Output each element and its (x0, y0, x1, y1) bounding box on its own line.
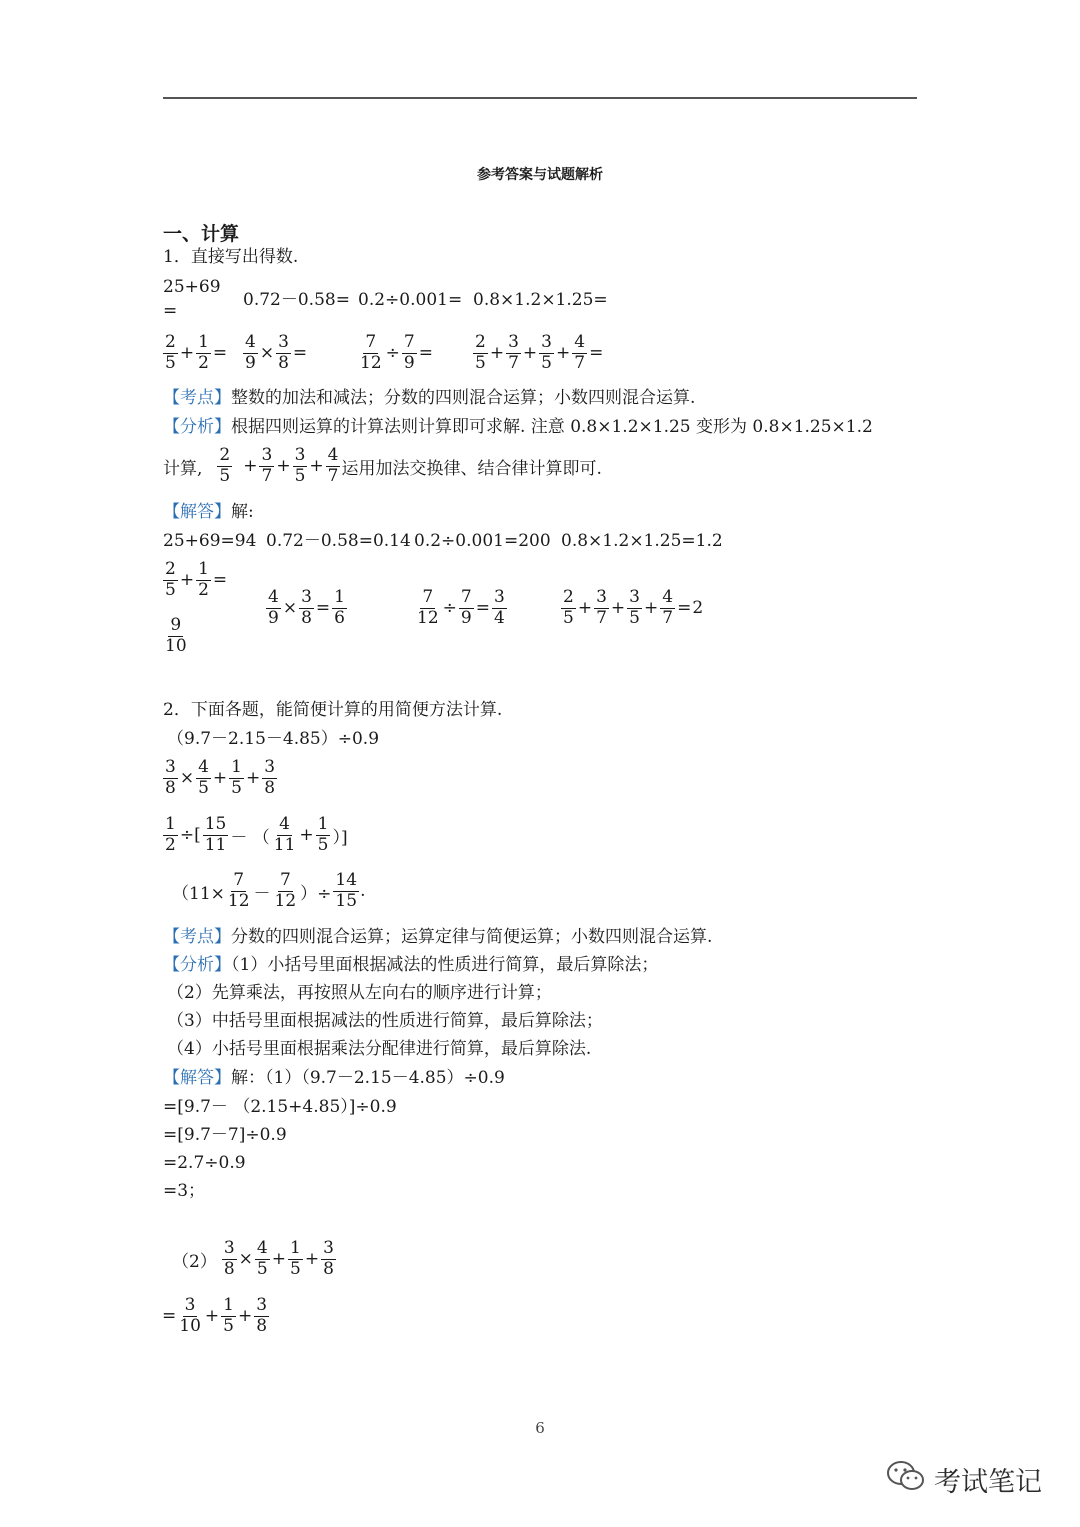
q1-answer-2: 0.72－0.58=0.14 (266, 531, 411, 551)
watermark-text: 考试笔记 (934, 1467, 1042, 1498)
q1-prompt: 1．直接写出得数. (163, 247, 299, 267)
q2-part2-expr: （2） $\frac{3}{8}$ × $\frac{4}{5}$ + $\frac{1}{5}$ + $\frac{3}{8}$ (172, 1238, 334, 1279)
q1-expr-3: 0.2÷0.001= (358, 290, 463, 310)
q2-kaodian: 【考点】分数的四则混合运算；运算定律与简便运算；小数四则混合运算. (163, 927, 713, 947)
kaodian-tag: 【考点】 (163, 388, 231, 408)
page-title: 参考答案与试题解析 (477, 167, 603, 183)
kaodian-tag: 【考点】 (163, 927, 231, 947)
q1-answer-3: 0.2÷0.001=200 (414, 531, 551, 551)
q2-fenxi-line2: （2）先算乘法，再按照从左向右的顺序进行计算； (167, 983, 552, 1003)
q2-expr-2: $\frac{3}{8}$ × $\frac{4}{5}$ + $\frac{1}{5}$ + $\frac{3}{8}$ (165, 757, 276, 798)
q2-expr-4: （11× $\frac{7}{12}$ － $\frac{7}{12}$ ）÷ $\frac{14}{15}$ . (172, 870, 366, 911)
q1-fenxi-line1: 【分析】根据四则运算的计算法则计算即可求解. 注意 0.8×1.2×1.25 变形为 0.8×1.25×1.2 (163, 417, 873, 437)
q1-frac-expr-4: $\frac{2}{5}$ + $\frac{3}{7}$ + $\frac{3}{5}$ + $\frac{4}{7}$ = (475, 332, 604, 373)
q1-ans-frac-4: $\frac{2}{5}$ + $\frac{3}{7}$ + $\frac{3}{5}$ + $\frac{4}{7}$ = 2 (563, 587, 704, 628)
q1-ans-frac-1: $\frac{2}{5}$ + $\frac{1}{2}$ = (165, 559, 228, 600)
q1-answer-1: 25+69=94 (163, 531, 257, 551)
q2-fenxi-line1: 【分析】（1）小括号里面根据减法的性质进行简算，最后算除法； (163, 955, 659, 975)
q1-ans-frac-1-result: $\frac{9}{10}$ (165, 615, 187, 656)
section-heading: 一、计算 (163, 223, 240, 245)
q1-frac-expr-3: $\frac{7}{12}$ ÷ $\frac{7}{9}$ = (360, 332, 433, 373)
q2-expr-3: $\frac{1}{2}$ ÷[ $\frac{15}{11}$ － （ $\frac{4}{11}$ + $\frac{1}{5}$ ）] (165, 814, 348, 855)
q2-prompt: 2．下面各题，能简便计算的用简便方法计算. (163, 700, 503, 720)
q1-jieda: 【解答】解: (163, 502, 254, 522)
q1-expr-1b: = (163, 301, 178, 321)
q1-kaodian: 【考点】整数的加法和减法；分数的四则混合运算；小数四则混合运算. (163, 388, 696, 408)
q2-expr-1: （9.7－2.15－4.85）÷0.9 (167, 729, 380, 749)
jieda-tag: 【解答】 (163, 1068, 231, 1088)
q1-ans-frac-3: $\frac{7}{12}$ ÷ $\frac{7}{9}$ = $\frac{3}{4}$ (417, 587, 505, 628)
fenxi-tag: 【分析】 (163, 417, 231, 437)
q2-step-4: =3； (163, 1181, 206, 1201)
q1-frac-expr-1: $\frac{2}{5}$ + $\frac{1}{2}$ = (165, 332, 228, 373)
fenxi-tag: 【分析】 (163, 955, 231, 975)
q1-fenxi-line2: 计算, $\frac{2}{5}$ + $\frac{3}{7}$ + $\frac{3}{5}$ + $\frac{4}{7}$ 运用加法交换律、结合律计算即可. (163, 445, 602, 486)
page-number: 6 (535, 1419, 545, 1437)
q1-answer-4: 0.8×1.2×1.25=1.2 (561, 531, 723, 551)
q1-expr-2: 0.72－0.58= (243, 290, 350, 310)
q2-step-3: =2.7÷0.9 (163, 1153, 246, 1173)
q2-step-1: =[9.7－ （2.15+4.85）]÷0.9 (163, 1097, 397, 1117)
q1-ans-frac-2: $\frac{4}{9}$ × $\frac{3}{8}$ = $\frac{1}{6}$ (268, 587, 345, 628)
q1-frac-expr-2: $\frac{4}{9}$ × $\frac{3}{8}$ = (245, 332, 308, 373)
header-rule (163, 97, 917, 99)
q1-expr-4: 0.8×1.2×1.25= (473, 290, 608, 310)
watermark (886, 1459, 1042, 1500)
q2-step-2: =[9.7－7]÷0.9 (163, 1125, 287, 1145)
jieda-tag: 【解答】 (163, 502, 231, 522)
q2-fenxi-line3: （3）中括号里面根据减法的性质进行简算，最后算除法； (167, 1011, 603, 1031)
wechat-icon (886, 1459, 926, 1500)
q2-fenxi-line4: （4）小括号里面根据乘法分配律进行简算，最后算除法. (167, 1039, 592, 1059)
q2-part2-step: = $\frac{3}{10}$ + $\frac{1}{5}$ + $\frac{3}{8}$ (162, 1295, 268, 1336)
q2-jieda: 【解答】解：（1）（9.7－2.15－4.85）÷0.9 (163, 1068, 505, 1088)
q1-expr-1a: 25+69 (163, 277, 221, 297)
